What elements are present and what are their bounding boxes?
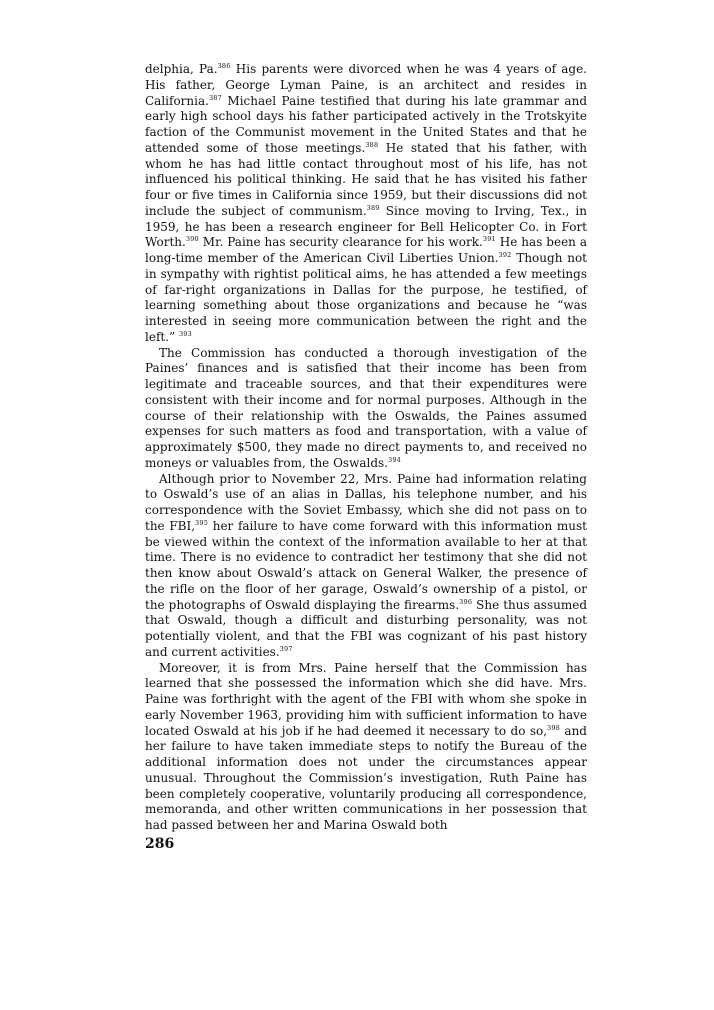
text-run: Mr. Paine has security clearance for his work.: [198, 235, 483, 250]
page-number: 286: [145, 836, 175, 852]
paragraph: [145, 472, 587, 661]
footnote-reference: 396: [459, 597, 473, 606]
footnote-reference: 395: [195, 518, 209, 527]
text-run: Moreover, it is from Mrs. Paine herself that the Commission has learned that she possessed the information which she did have. Mrs. Paine was forthright with the agent of the FBI with whom she spoke in early November 1963, providing him with sufficient information to have located Oswald at his job if he had deemed it necessary to do so,: [145, 660, 587, 738]
footnote-reference: 393: [178, 329, 192, 338]
paragraph: [145, 62, 587, 346]
footnote-reference: 391: [482, 235, 496, 244]
footnote-reference: 398: [547, 723, 561, 732]
footnote-reference: 394: [388, 455, 402, 464]
text-run: Michael Paine testified that during his late grammar and early high school days his father participated actively in the Trotskyite faction of the Communist movement in the United States and that he attended some of those meetings.: [145, 93, 587, 155]
footnote-reference: 397: [279, 644, 293, 653]
paragraph: [145, 346, 587, 472]
footnote-reference: 387: [208, 93, 222, 102]
text-run: Though not in sympathy with rightist political aims, he has attended a few meetings of far-right organizations in Dallas for the purpose, he testified, of learning something about those organizations and because he “was interested in seeing more communication between the right and the left.”: [145, 251, 587, 344]
text-run: Since moving to Irving, Tex., in 1959, he has been a research engineer for Bell Helicopter Co. in Fort Worth.: [145, 203, 587, 250]
footnote-reference: 389: [366, 203, 380, 212]
body-text: [145, 62, 587, 834]
paragraph: [145, 661, 587, 834]
text-run: delphia, Pa.: [145, 62, 218, 76]
text-run: Although prior to November 22, Mrs. Paine had information relating to Oswald’s use of an alias in Dallas, his telephone number, and his correspondence with the Soviet Embassy, which she did not pass on to the FBI,: [145, 471, 587, 533]
text-run: He has been a long-time member of the American Civil Liberties Union.: [145, 235, 587, 265]
footnote-reference: 392: [498, 251, 512, 259]
footnote-reference: 390: [185, 235, 199, 244]
text-run: His parents were divorced when he was 4 years of age. His father, George Lyman Paine, is an architect and resides in California.: [145, 62, 587, 108]
text-run: The Commission has conducted a thorough investigation of the Paines’ finances and is satisfied that their income has been from legitimate and traceable sources, and that their expenditures were consistent with their income and for normal purposes. Although in the course of their relationship with the Oswalds, the Paines assumed expenses for such matters as food and transportation, with a value of approximately $500, they made no direct payments to, and received no moneys or valuables from, the Oswalds.: [145, 345, 587, 470]
footnote-reference: 386: [217, 62, 231, 70]
text-run: He stated that his father, with whom he has had little contact throughout most of his life, has not influenced his political thinking. He said that he has visited his father four or five times in California since 1959, but their discussions did not include the subject of communism.: [145, 140, 587, 218]
text-run: her failure to have come forward with this information must be viewed within the context of the information available to her at that time. There is no evidence to contradict her testimony that she did not then know about Oswald’s attack on General Walker, the presence of the rifle on the floor of her garage, Oswald’s ownership of a pistol, or the photographs of Oswald displaying the firearms.: [145, 518, 587, 612]
footnote-reference: 388: [365, 140, 379, 149]
text-run: and her failure to have taken immediate steps to notify the Bureau of the additional information does not under the circumstances appear unusual. Throughout the Commission’s investigation, Ruth Paine has been completely cooperative, voluntarily producing all correspondence, memoranda, and other written communications in her possession that had passed between her and Marina Oswald both: [145, 723, 587, 832]
text-run: She thus assumed that Oswald, though a difficult and disturbing personality, was not potentially violent, and that the FBI was cognizant of his past history and current activities.: [145, 597, 587, 659]
